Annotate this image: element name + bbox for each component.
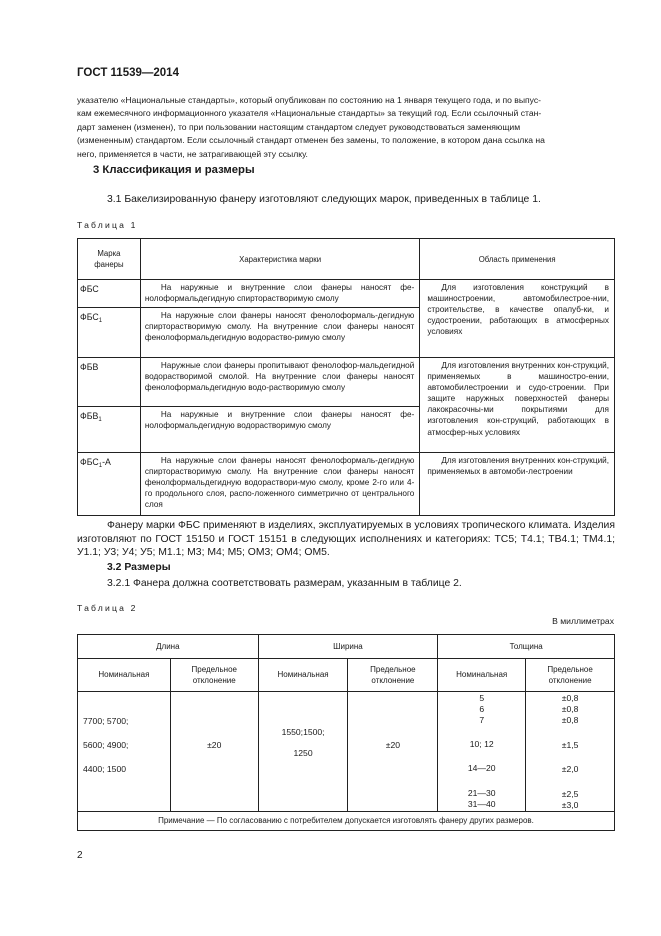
page-number: 2 — [77, 850, 83, 861]
head-nominal: Номинальная — [78, 659, 171, 692]
thickness-nominal-values — [438, 692, 526, 812]
characteristic-cell: На наружные и внутренние слои фанеры наносят фе-нолоформальдегидную водорастворимую смолу — [140, 407, 419, 453]
thickness-deviation-values — [526, 692, 615, 812]
length-value: 7700; 5700; — [83, 716, 129, 726]
table2-head-length: Длина — [78, 635, 259, 659]
table-row — [78, 453, 615, 516]
thickness-value: 10; 12 — [469, 739, 494, 749]
head-nominal: Номинальная — [258, 659, 348, 692]
table2-note-row — [78, 812, 615, 831]
thickness-deviation: ±3,0 — [561, 800, 579, 810]
table2-head-width: Ширина — [258, 635, 438, 659]
length-value: 4400; 1500 — [83, 764, 127, 774]
table2-header-row — [78, 635, 615, 659]
characteristic-cell: Наружные слои фанеры пропитывают фенолофор-мальдегидной водорастворимой смолой. На внутренние слои фанеры наносят фенолоформальдегидную водо-растворимую смолу — [140, 358, 419, 407]
paragraph-3-2-1: 3.2.1 Фанера должна соответствовать размерам, указанным в таблице 2. — [107, 578, 462, 589]
head-deviation: Предельное отклонение — [170, 659, 258, 692]
thickness-value: 21—30 — [467, 788, 496, 798]
thickness-deviation: ±2,5 — [561, 789, 579, 799]
document-header: ГОСТ 11539—2014 — [77, 67, 179, 79]
length-deviation: ±20 — [170, 692, 258, 812]
width-value: 1250 — [293, 748, 313, 758]
mark-cell: $ФБС_1-А$ — [78, 453, 141, 516]
intro-line: него, применяется в части, не затрагивающей эту ссылку. — [77, 148, 308, 159]
thickness-deviation: ±2,0 — [561, 764, 579, 774]
paragraph-3-1: 3.1 Бакелизированную фанеру изготовляют следующих марок, приведенных в таблице 1. — [107, 194, 541, 205]
table1-head-area: Область применения — [420, 239, 615, 280]
table2-note: Примечание — По согласованию с потребителем допускается изготовлять фанеру других размеров. — [78, 812, 615, 831]
intro-line: кам ежемесячного информационного указателя «Национальные стандарты» за текущий год. Если ссылочный стан- — [77, 108, 542, 119]
head-deviation: Предельное отклонение — [348, 659, 438, 692]
subsection-title: 3.2 Размеры — [107, 562, 171, 573]
characteristic-cell: На наружные слои фанеры наносят фенолоформаль-дегидную спирторастворимую смолу. На внутренние слои фанеры наносят фенолоформальдегидную водораство-римую смолу — [140, 308, 419, 358]
table2-head-thickness: Толщина — [438, 635, 615, 659]
table1-header-row — [78, 239, 615, 280]
table-row — [78, 280, 615, 308]
characteristic-cell: На наружные слои фанеры наносят фенолоформаль-дегидную спирторастворимую смолу. На внутренние слои фанеры наносят фенолформальдегидную водораствори-мую смолу, кроме 2-го или 4-го продольного слоя, распо-ложенного симметрично от центрального слоя — [140, 453, 419, 516]
table2-units: В миллиметрах — [552, 616, 614, 626]
thickness-deviation: ±0,8 — [561, 704, 579, 714]
length-value: 5600; 4900; — [83, 740, 129, 750]
thickness-value: 14—20 — [467, 763, 496, 773]
thickness-deviation: ±1,5 — [561, 740, 579, 750]
table-2 — [77, 634, 615, 831]
table1-head-mark: Марка фанеры — [78, 239, 141, 280]
thickness-value: 6 — [479, 704, 485, 714]
thickness-value: 5 — [479, 693, 485, 703]
width-values — [258, 692, 348, 812]
mark-cell: ФБС — [78, 280, 141, 308]
width-deviation: ±20 — [348, 692, 438, 812]
application-cell: Для изготовления внутренних кон-струкций, применяемых в автомоби-лестроении — [420, 453, 615, 516]
width-value: 1550;1500; — [281, 727, 325, 737]
intro-line: (измененным) стандартом. Если ссылочный стандарт отменен без замены, то положение, в котором дана ссылка на — [77, 135, 545, 146]
section-title: 3 Классификация и размеры — [93, 164, 255, 176]
intro-paragraph — [77, 94, 617, 161]
table1-head-characteristic: Характеристика марки — [140, 239, 419, 280]
characteristic-cell: На наружные и внутренние слои фанеры наносят фе-нолоформальдегидную спирторастворимую смолу — [140, 280, 419, 308]
thickness-deviation: ±0,8 — [561, 715, 579, 725]
length-values — [78, 692, 171, 812]
application-cell: Для изготовления внутренних кон-струкций, применяемых в машиностро-ении, автомобилестроении и судо-строении. При защите наружных поверхностей фанеры лакокрасочны-ми покрытиями для изготовления кон-струкций, работающих в атмосфер-ных условиях — [420, 358, 615, 453]
head-deviation: Предельное отклонение — [526, 659, 615, 692]
thickness-deviation: ±0,8 — [561, 693, 579, 703]
thickness-value: 7 — [479, 715, 485, 725]
mark-cell: $ФБС_1$ — [78, 308, 141, 358]
table2-data-row — [78, 692, 615, 812]
head-nominal: Номинальная — [438, 659, 526, 692]
mark-cell: $ФБВ_1$ — [78, 407, 141, 453]
mark-cell: ФБВ — [78, 358, 141, 407]
table-1 — [77, 238, 615, 516]
intro-line: дарт заменен (изменен), то при пользовании настоящим стандартом следует руководствоваться заменяющим — [77, 121, 521, 132]
table-row — [78, 358, 615, 407]
table1-caption: Таблица 1 — [77, 220, 138, 230]
thickness-value: 31—40 — [467, 799, 496, 809]
paragraph-fbs: Фанеру марки ФБС применяют в изделиях, эксплуатируемых в условиях тропического климата. Изделия изготовляют по ГОСТ 15150 и ГОСТ 15151 в следующих исполнениях и категориях: ТС5; Т4.1; ТВ4.1; ТМ4.1; У1.1; У3; У4; У5; М1.1; М3; М4; М5; ОМ3; ОМ4; ОМ5. — [77, 520, 615, 559]
application-cell: Для изготовления конструкций в машиностроении, автомобилестрое-нии, строительстве, в качестве опалуб-ки, и судостроении, работающих в атмосферных условиях — [420, 280, 615, 358]
table2-caption: Таблица 2 — [77, 603, 138, 613]
table2-subheader-row — [78, 659, 615, 692]
intro-line: указателю «Национальные стандарты», который опубликован по состоянию на 1 января текущего года, и по выпус- — [77, 95, 542, 105]
